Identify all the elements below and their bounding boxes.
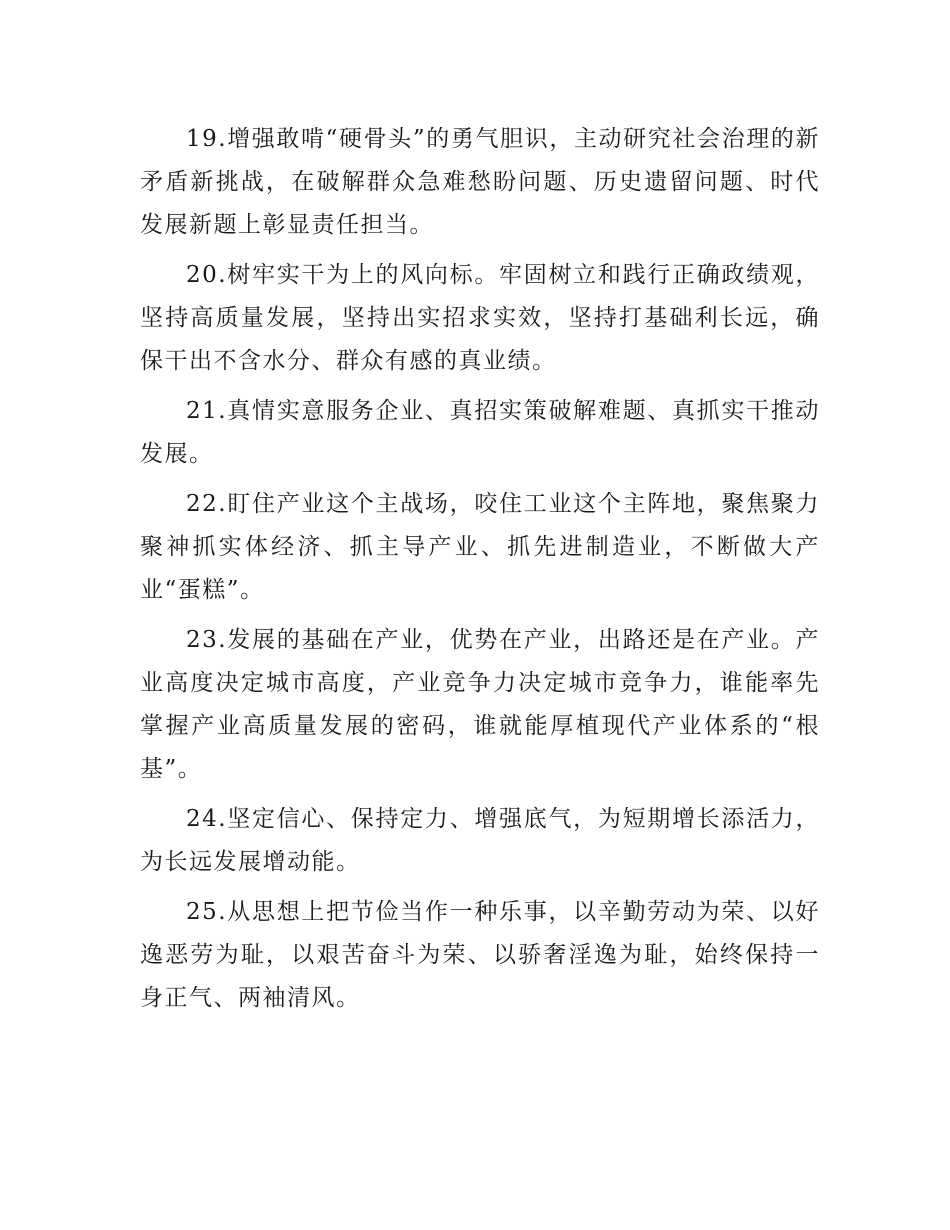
paragraph-22: 22.盯住产业这个主战场，咬住工业这个主阵地，聚焦聚力聚神抓实体经济、抓主导产业、抓先进制造业，不断做大产业“蛋糕”。 (140, 491, 820, 603)
paragraph-20: 20.树牢实干为上的风向标。牢固树立和践行正确政绩观，坚持高质量发展，坚持出实招求实效，坚持打基础利长远，确保干出不含水分、群众有感的真业绩。 (140, 262, 820, 374)
paragraph-24: 24.坚定信心、保持定力、增强底气，为短期增长添活力，为长远发展增动能。 (140, 806, 820, 875)
paragraph-25: 25.从思想上把节俭当作一种乐事，以辛勤劳动为荣、以好逸恶劳为耻，以艰苦奋斗为荣、以骄奢淫逸为耻，始终保持一身正气、两袖清风。 (140, 899, 820, 1011)
paragraph-19: 19.增强敢啃“硬骨头”的勇气胆识，主动研究社会治理的新矛盾新挑战，在破解群众急难愁盼问题、历史遗留问题、时代发展新题上彰显责任担当。 (140, 126, 820, 238)
paragraph-23: 23.发展的基础在产业，优势在产业，出路还是在产业。产业高度决定城市高度，产业竞争力决定城市竞争力，谁能率先掌握产业高质量发展的密码，谁就能厚植现代产业体系的“根基”。 (140, 627, 820, 782)
document-body (140, 118, 820, 1027)
paragraph-21: 21.真情实意服务企业、真招实策破解难题、真抓实干推动发展。 (140, 398, 820, 467)
